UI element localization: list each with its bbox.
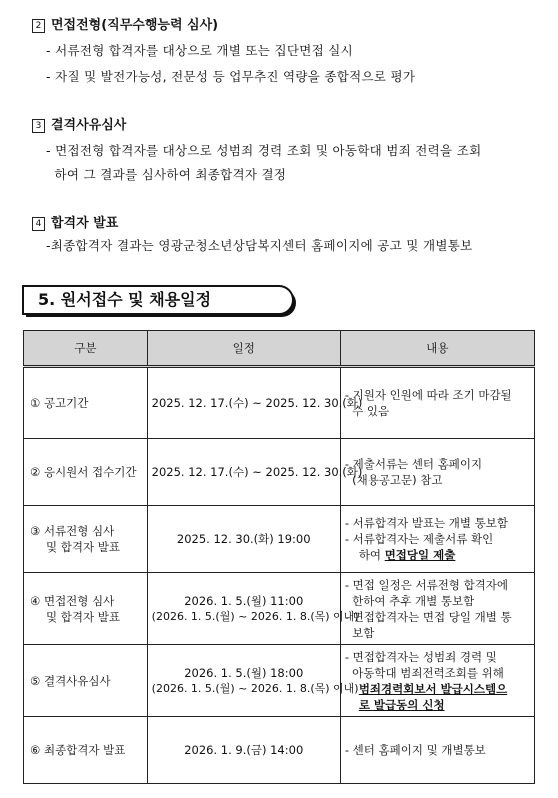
row-content: - 지원자 인원에 따라 조기 마감될 수 있음: [340, 367, 534, 439]
table-row: [24, 439, 535, 506]
table-row: [24, 645, 535, 717]
row-content: - 센터 홈페이지 및 개별통보: [340, 717, 534, 784]
table-row: [24, 506, 535, 573]
row-schedule: 2026. 1. 5.(월) 11:00 (2026. 1. 5.(월) ~ 2026. 1. 8.(목) 이내): [147, 573, 340, 645]
section-line: - 서류전형 합격자를 대상으로 개별 또는 집단면접 실시: [46, 43, 353, 58]
row-category: ⑥ 최종합격자 발표: [24, 717, 148, 784]
section-line: 하여 그 결과를 심사하여 최종합격자 결정: [46, 167, 287, 182]
row-category: ③ 서류전형 심사 및 합격자 발표: [24, 506, 148, 573]
table-row: [24, 367, 535, 439]
schedule-heading: 5. 원서접수 및 채용일정: [22, 285, 294, 315]
row-category: ② 응시원서 접수기간: [24, 439, 148, 506]
row-category: ① 공고기간: [24, 367, 148, 439]
underlined-emphasis: 범죄경력회보서 발급시스템으: [358, 681, 508, 696]
table-header-row: [24, 331, 535, 367]
header-content: 내용: [340, 331, 534, 367]
row-content: - 제출서류는 센터 홈페이지 (채용공고문) 참고: [340, 439, 534, 506]
section-number-box: 3: [32, 119, 45, 133]
section-title-disqualification: 3 결격사유심사: [32, 114, 126, 133]
row-schedule: 2025. 12. 30.(화) 19:00: [147, 506, 340, 573]
section-line: -최종합격자 결과는 영광군청소년상담복지센터 홈페이지에 공고 및 개별통보: [46, 238, 473, 253]
row-content: - 서류합격자 발표는 개별 통보함 - 서류합격자는 제출서류 확인 하여 면접당일 제출: [340, 506, 534, 573]
row-content: - 면접합격자는 성범죄 경력 및 아동학대 범죄전력조회를 위해 범죄경력회보서 발급시스템으 로 발급동의 신청: [340, 645, 534, 717]
row-schedule: 2026. 1. 5.(월) 18:00 (2026. 1. 5.(월) ~ 2026. 1. 8.(목) 이내): [147, 645, 340, 717]
section-line: - 자질 및 발전가능성, 전문성 등 업무추진 역량을 종합적으로 평가: [46, 69, 416, 84]
row-content: - 면접 일정은 서류전형 합격자에 한하여 추후 개별 통보함 - 면접합격자는 면접 당일 개별 통 보함: [340, 573, 534, 645]
section-title-interview: 2 면접전형(직무수행능력 심사): [32, 14, 218, 33]
header-category: 구분: [24, 331, 148, 367]
header-schedule: 일정: [147, 331, 340, 367]
schedule-table: [23, 330, 535, 784]
table-row: [24, 717, 535, 784]
row-category: ④ 면접전형 심사 및 합격자 발표: [24, 573, 148, 645]
section-title-announcement: 4 합격자 발표: [32, 212, 118, 231]
row-category: ⑤ 결격사유심사: [24, 645, 148, 717]
section-number-box: 2: [32, 19, 45, 33]
underlined-emphasis: 면접당일 제출: [384, 548, 456, 562]
row-schedule: 2025. 12. 17.(수) ~ 2025. 12. 30.(화): [147, 439, 340, 506]
underlined-emphasis: 로 발급동의 신청: [358, 697, 445, 712]
section-line: - 면접전형 합격자를 대상으로 성범죄 경력 조회 및 아동학대 범죄 전력을 조회: [46, 143, 482, 158]
row-schedule: 2026. 1. 9.(금) 14:00: [147, 717, 340, 784]
table-row: [24, 573, 535, 645]
row-schedule: 2025. 12. 17.(수) ~ 2025. 12. 30.(화): [147, 367, 340, 439]
schedule-heading-banner: [22, 285, 302, 319]
section-number-box: 4: [32, 217, 45, 231]
